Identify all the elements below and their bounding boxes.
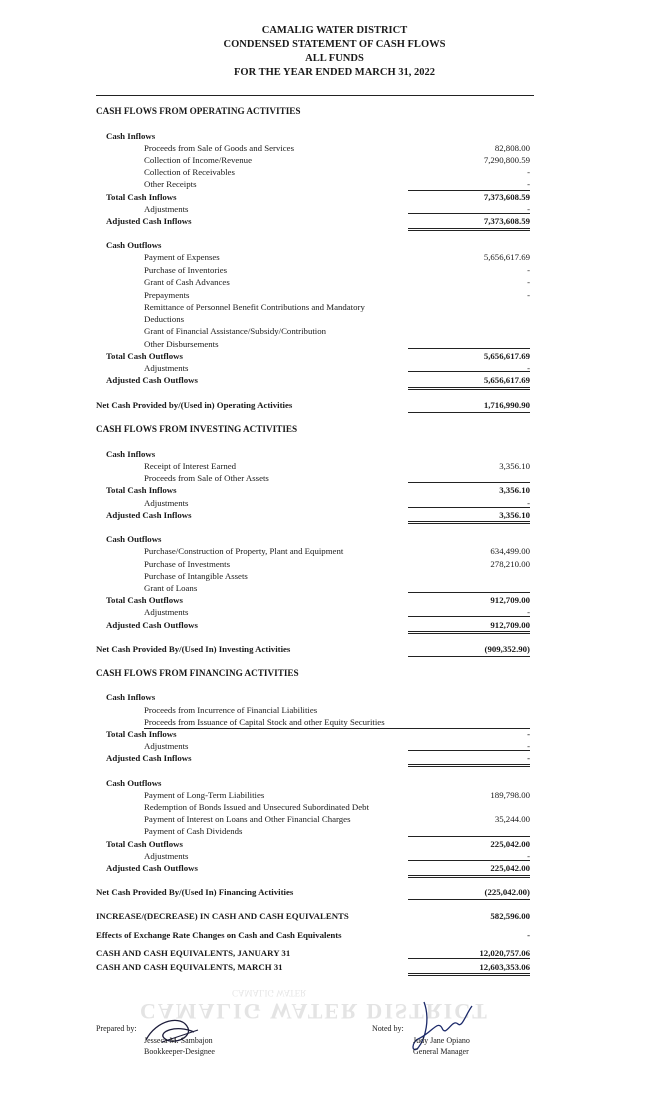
financing-inflow-item-label: Proceeds from Incurrence of Financial Liabilities — [144, 705, 318, 715]
operating-outflow-item-label: Payment of Expenses — [144, 252, 220, 262]
total-underline — [408, 507, 530, 508]
operating-adjusted-inflows-label: Adjusted Cash Inflows — [106, 216, 192, 226]
financing-inflow-item-label: Proceeds from Issuance of Capital Stock and other Equity Securities — [144, 717, 385, 727]
cash-march — [0, 961, 669, 973]
prepared-by-label: Prepared by: — [96, 1024, 137, 1033]
operating-outflow-item — [0, 264, 669, 276]
operating-adjusted-outflows-value: 5,656,617.69 — [483, 375, 530, 385]
operating-outflow-item — [0, 276, 669, 288]
double-underline — [408, 521, 530, 524]
financing-outflows-adjustments-label: Adjustments — [144, 851, 189, 861]
investing-outflow-item-value: 278,210.00 — [490, 559, 530, 569]
operating-net-cash-value: 1,716,990.90 — [483, 400, 530, 410]
operating-total-inflows-label: Total Cash Inflows — [106, 192, 177, 202]
fx-effects-value: - — [527, 930, 530, 940]
financing-net-cash — [0, 886, 669, 898]
total-underline — [408, 482, 530, 483]
financing-outflow-item-value: 189,798.00 — [490, 790, 530, 800]
financing-outflow-item — [0, 789, 669, 801]
operating-inflows-heading — [0, 130, 669, 142]
operating-outflow-item — [0, 251, 669, 263]
investing-outflows-heading-label: Cash Outflows — [106, 534, 162, 544]
noted-by-label: Noted by: — [372, 1024, 404, 1033]
total-underline — [408, 899, 530, 900]
operating-inflows-adjustments — [0, 203, 669, 215]
operating-inflow-item — [0, 142, 669, 154]
funds-label: ALL FUNDS — [305, 53, 364, 64]
operating-outflow-item — [0, 313, 669, 325]
financing-outflow-item-value: 35,244.00 — [494, 814, 530, 824]
financing-adjusted-outflows — [0, 862, 669, 874]
total-underline — [408, 213, 530, 214]
investing-outflow-item-label: Purchase of Intangible Assets — [144, 571, 248, 581]
operating-net-cash — [0, 399, 669, 411]
operating-adjusted-outflows — [0, 374, 669, 386]
watermark-small: CAMALIG WATER — [232, 988, 307, 998]
period-label: FOR THE YEAR ENDED MARCH 31, 2022 — [234, 67, 435, 78]
investing-heading — [0, 423, 669, 435]
investing-total-outflows-label: Total Cash Outflows — [106, 595, 183, 605]
total-underline — [408, 656, 530, 657]
operating-outflow-item-label: Prepayments — [144, 290, 190, 300]
investing-heading-label: CASH FLOWS FROM INVESTING ACTIVITIES — [96, 424, 298, 434]
double-underline — [408, 387, 530, 390]
operating-outflow-item — [0, 338, 669, 350]
operating-total-inflows — [0, 191, 669, 203]
operating-inflow-item-value: - — [527, 179, 530, 189]
financing-outflow-item-label: Redemption of Bonds Issued and Unsecured Subordinated Debt — [144, 802, 370, 812]
financing-adjusted-outflows-label: Adjusted Cash Outflows — [106, 863, 198, 873]
investing-outflow-item — [0, 558, 669, 570]
financing-inflows-heading-label: Cash Inflows — [106, 692, 156, 702]
investing-total-inflows-value: 3,356.10 — [499, 485, 530, 495]
watermark: CAMALIG WATER DISTRICT — [140, 999, 489, 1024]
financing-outflow-item-label: Payment of Long-Term Liabilities — [144, 790, 265, 800]
prepared-name: Jesseca M. Sambajon — [144, 1036, 213, 1045]
operating-outflows-adjustments-value: - — [527, 363, 530, 373]
operating-outflows-heading-label: Cash Outflows — [106, 240, 162, 250]
investing-net-cash-value: (909,352.90) — [484, 644, 530, 654]
operating-outflow-item-label: Purchase of Inventories — [144, 265, 228, 275]
double-underline — [408, 764, 530, 767]
total-underline — [408, 616, 530, 617]
financing-heading — [0, 667, 669, 679]
operating-adjusted-outflows-label: Adjusted Cash Outflows — [106, 375, 198, 385]
investing-net-cash — [0, 643, 669, 655]
cash-january-label: CASH AND CASH EQUIVALENTS, JANUARY 31 — [96, 948, 291, 958]
operating-outflow-item-value: - — [527, 277, 530, 287]
financing-outflow-item — [0, 825, 669, 837]
financing-outflows-heading-label: Cash Outflows — [106, 778, 162, 788]
investing-inflow-item-label: Receipt of Interest Earned — [144, 461, 237, 471]
noted-title: General Manager — [413, 1047, 469, 1056]
cash-january — [0, 947, 669, 959]
financing-outflow-item — [0, 813, 669, 825]
financing-inflows-adjustments-value: - — [527, 741, 530, 751]
operating-outflow-item-label: Grant of Financial Assistance/Subsidy/Contribution — [144, 326, 327, 336]
operating-outflow-item-label: Remittance of Personnel Benefit Contributions and Mandatory — [144, 302, 365, 312]
total-underline — [408, 592, 530, 593]
operating-total-outflows — [0, 350, 669, 362]
investing-inflow-item-value: 3,356.10 — [499, 461, 530, 471]
operating-total-inflows-value: 7,373,608.59 — [483, 192, 530, 202]
operating-heading-label: CASH FLOWS FROM OPERATING ACTIVITIES — [96, 106, 301, 116]
total-underline — [408, 958, 530, 959]
total-underline — [408, 836, 530, 837]
operating-outflow-item-label: Grant of Cash Advances — [144, 277, 230, 287]
double-underline — [408, 875, 530, 878]
investing-total-inflows-label: Total Cash Inflows — [106, 485, 177, 495]
operating-inflow-item-label: Collection of Income/Revenue — [144, 155, 252, 165]
financing-total-outflows-label: Total Cash Outflows — [106, 839, 183, 849]
investing-net-cash-label: Net Cash Provided By/(Used In) Investing Activities — [96, 644, 291, 654]
investing-inflows-adjustments-value: - — [527, 498, 530, 508]
financing-heading-label: CASH FLOWS FROM FINANCING ACTIVITIES — [96, 668, 299, 678]
operating-outflow-item-label: Other Disbursements — [144, 339, 219, 349]
investing-total-outflows-value: 912,709.00 — [490, 595, 530, 605]
financing-outflow-item — [0, 801, 669, 813]
operating-outflow-item-value: - — [527, 290, 530, 300]
operating-inflow-item-value: 82,808.00 — [494, 143, 530, 153]
operating-net-cash-label: Net Cash Provided by/(Used in) Operating Activities — [96, 400, 293, 410]
noted-name: Judy Jane Opiano — [413, 1036, 470, 1045]
operating-outflows-adjustments — [0, 362, 669, 374]
fx-effects-label: Effects of Exchange Rate Changes on Cash and Cash Equivalents — [96, 930, 342, 940]
financing-total-outflows — [0, 838, 669, 850]
financing-inflow-item — [0, 716, 669, 728]
investing-total-inflows — [0, 484, 669, 496]
financing-outflows-heading — [0, 777, 669, 789]
financing-total-inflows-label: Total Cash Inflows — [106, 729, 177, 739]
total-underline — [408, 412, 530, 413]
financing-net-cash-value: (225,042.00) — [484, 887, 530, 897]
operating-outflow-item — [0, 289, 669, 301]
operating-inflows-adjustments-value: - — [527, 204, 530, 214]
financing-adjusted-inflows-label: Adjusted Cash Inflows — [106, 753, 192, 763]
investing-outflow-item — [0, 545, 669, 557]
investing-adjusted-inflows — [0, 509, 669, 521]
investing-total-outflows — [0, 594, 669, 606]
operating-heading — [0, 105, 669, 117]
operating-inflows-adjustments-label: Adjustments — [144, 204, 189, 214]
total-underline — [408, 750, 530, 751]
investing-outflows-adjustments-value: - — [527, 607, 530, 617]
investing-outflows-heading — [0, 533, 669, 545]
investing-inflow-item — [0, 472, 669, 484]
financing-adjusted-inflows-value: - — [527, 753, 530, 763]
financing-outflows-adjustments — [0, 850, 669, 862]
financing-total-inflows — [0, 728, 669, 740]
operating-inflow-item — [0, 166, 669, 178]
investing-outflow-item-label: Purchase of Investments — [144, 559, 230, 569]
financing-inflows-heading — [0, 691, 669, 703]
cash-march-label: CASH AND CASH EQUIVALENTS, MARCH 31 — [96, 962, 283, 972]
net-increase-label: INCREASE/(DECREASE) IN CASH AND CASH EQUIVALENTS — [96, 911, 349, 921]
investing-inflows-adjustments-label: Adjustments — [144, 498, 189, 508]
investing-outflows-adjustments — [0, 606, 669, 618]
financing-inflows-adjustments-label: Adjustments — [144, 741, 189, 751]
investing-outflow-item-label: Purchase/Construction of Property, Plant and Equipment — [144, 546, 344, 556]
investing-adjusted-outflows-label: Adjusted Cash Outflows — [106, 620, 198, 630]
double-underline — [408, 228, 530, 231]
investing-outflow-item — [0, 570, 669, 582]
cash-march-value: 12,603,353.06 — [479, 962, 530, 972]
investing-inflow-item-label: Proceeds from Sale of Other Assets — [144, 473, 269, 483]
financing-outflows-adjustments-value: - — [527, 851, 530, 861]
investing-outflow-item-value: 634,499.00 — [490, 546, 530, 556]
double-underline — [408, 631, 530, 634]
operating-inflow-item-value: 7,290,800.59 — [483, 155, 530, 165]
financing-total-inflows-value: - — [527, 729, 530, 739]
total-underline — [408, 371, 530, 372]
operating-adjusted-inflows-value: 7,373,608.59 — [483, 216, 530, 226]
operating-outflow-item-value: 5,656,617.69 — [483, 252, 530, 262]
operating-outflow-item — [0, 301, 669, 313]
financing-outflow-item-label: Payment of Interest on Loans and Other Financial Charges — [144, 814, 351, 824]
financing-inflows-adjustments — [0, 740, 669, 752]
operating-inflows-heading-label: Cash Inflows — [106, 131, 156, 141]
financing-adjusted-inflows — [0, 752, 669, 764]
double-underline — [408, 973, 530, 976]
investing-inflows-heading-label: Cash Inflows — [106, 449, 156, 459]
operating-inflow-item-value: - — [527, 167, 530, 177]
operating-inflow-item-label: Collection of Receivables — [144, 167, 235, 177]
operating-outflows-adjustments-label: Adjustments — [144, 363, 189, 373]
operating-adjusted-inflows — [0, 215, 669, 227]
prepared-title: Bookkeeper-Designee — [144, 1047, 215, 1056]
operating-inflow-item — [0, 154, 669, 166]
financing-inflow-item — [0, 704, 669, 716]
operating-outflow-item — [0, 325, 669, 337]
financing-net-cash-label: Net Cash Provided By/(Used In) Financing Activities — [96, 887, 294, 897]
investing-adjusted-inflows-label: Adjusted Cash Inflows — [106, 510, 192, 520]
org-name: CAMALIG WATER DISTRICT — [261, 25, 408, 36]
header-rule — [96, 95, 534, 96]
operating-outflows-heading — [0, 239, 669, 251]
investing-outflow-item — [0, 582, 669, 594]
financing-adjusted-outflows-value: 225,042.00 — [490, 863, 530, 873]
net-increase — [0, 910, 669, 922]
investing-adjusted-inflows-value: 3,356.10 — [499, 510, 530, 520]
investing-adjusted-outflows-value: 912,709.00 — [490, 620, 530, 630]
operating-inflow-item — [0, 178, 669, 190]
operating-outflow-item-value: - — [527, 265, 530, 275]
operating-inflow-item-label: Other Receipts — [144, 179, 197, 189]
investing-inflow-item — [0, 460, 669, 472]
fx-effects — [0, 929, 669, 941]
investing-outflows-adjustments-label: Adjustments — [144, 607, 189, 617]
total-underline — [408, 348, 530, 349]
operating-outflow-item-label: Deductions — [144, 314, 185, 324]
operating-total-outflows-label: Total Cash Outflows — [106, 351, 183, 361]
operating-total-outflows-value: 5,656,617.69 — [483, 351, 530, 361]
financing-total-outflows-value: 225,042.00 — [490, 839, 530, 849]
investing-adjusted-outflows — [0, 619, 669, 631]
cash-january-value: 12,020,757.06 — [479, 948, 530, 958]
statement-title: CONDENSED STATEMENT OF CASH FLOWS — [223, 39, 446, 50]
investing-inflows-heading — [0, 448, 669, 460]
total-underline — [408, 860, 530, 861]
investing-outflow-item-label: Grant of Loans — [144, 583, 198, 593]
net-increase-value: 582,596.00 — [490, 911, 530, 921]
investing-inflows-adjustments — [0, 497, 669, 509]
financing-outflow-item-label: Payment of Cash Dividends — [144, 826, 243, 836]
operating-inflow-item-label: Proceeds from Sale of Goods and Services — [144, 143, 294, 153]
